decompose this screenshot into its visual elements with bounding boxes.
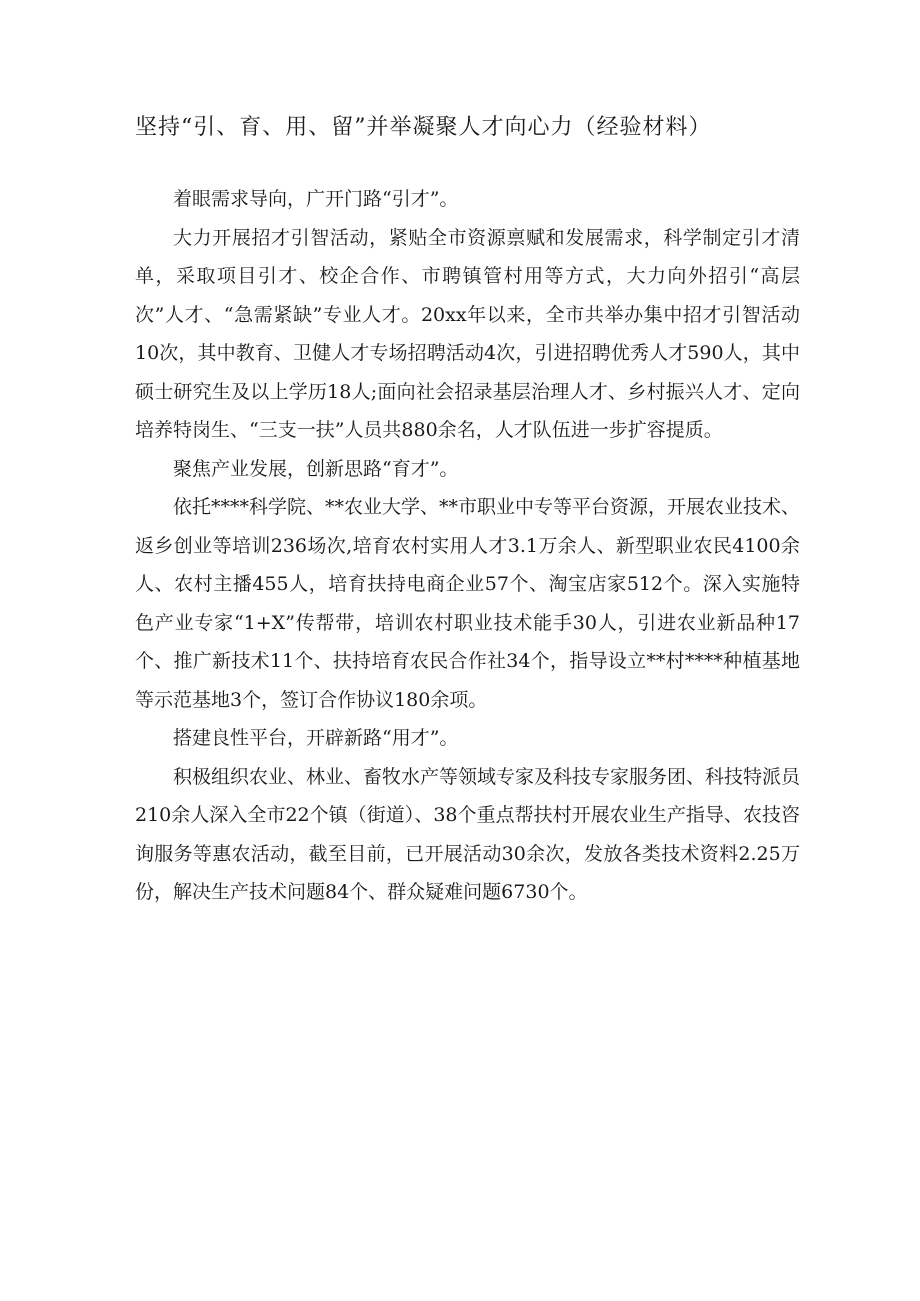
section-heading-utilize: 搭建良性平台，开辟新路“用才”。 — [173, 727, 459, 749]
section-heading-recruit: 着眼需求导向，广开门路“引才”。 — [173, 188, 459, 210]
section-heading-cultivate: 聚焦产业发展，创新思路“育才”。 — [173, 457, 459, 480]
document-title: 坚持“引、育、用、留”并举凝聚人才向心力（经验材料） — [135, 115, 712, 140]
paragraph-cultivate: 依托****科学院、**农业大学、**市职业中专等平台资源，开展农业技术、返乡创业等培训236场次,培育农村实用人才3.1万余人、新型职业农民4100余人、农村主播455人，培育扶持电商企业57个、淘宝店家512个。深入实施特色产业专家“1+X”传帮带，培训农村职业技术能手30人，引进农业新品种17个、推广新技术11个、扶持培育农民合作社34个，指导设立**村****种植基地等示范基地3个，签订合作协议180余项。 — [135, 496, 801, 711]
paragraph-utilize: 积极组织农业、林业、畜牧水产等领域专家及科技专家服务团、科技特派员210余人深入全市22个镇（街道）、38个重点帮扶村开展农业生产指导、农技咨询服务等惠农活动，截至目前，已开展活动30余次，发放各类技术资料2.25万份，解决生产技术问题84个、群众疑难问题6730个。 — [135, 765, 801, 903]
paragraph-recruit: 大力开展招才引智活动，紧贴全市资源禀赋和发展需求，科学制定引才清单，采取项目引才、校企合作、市聘镇管村用等方式，大力向外招引“高层次”人才、“急需紧缺”专业人才。20xx年以来，全市共举办集中招才引智活动10次，其中教育、卫健人才专场招聘活动4次，引进招聘优秀人才590人，其中硕士研究生及以上学历18人;面向社会招录基层治理人才、乡村振兴人才、定向培养特岗生、“三支一扶”人员共880余名，人才队伍进一步扩容提质。 — [135, 226, 800, 441]
document-body — [135, 180, 800, 912]
